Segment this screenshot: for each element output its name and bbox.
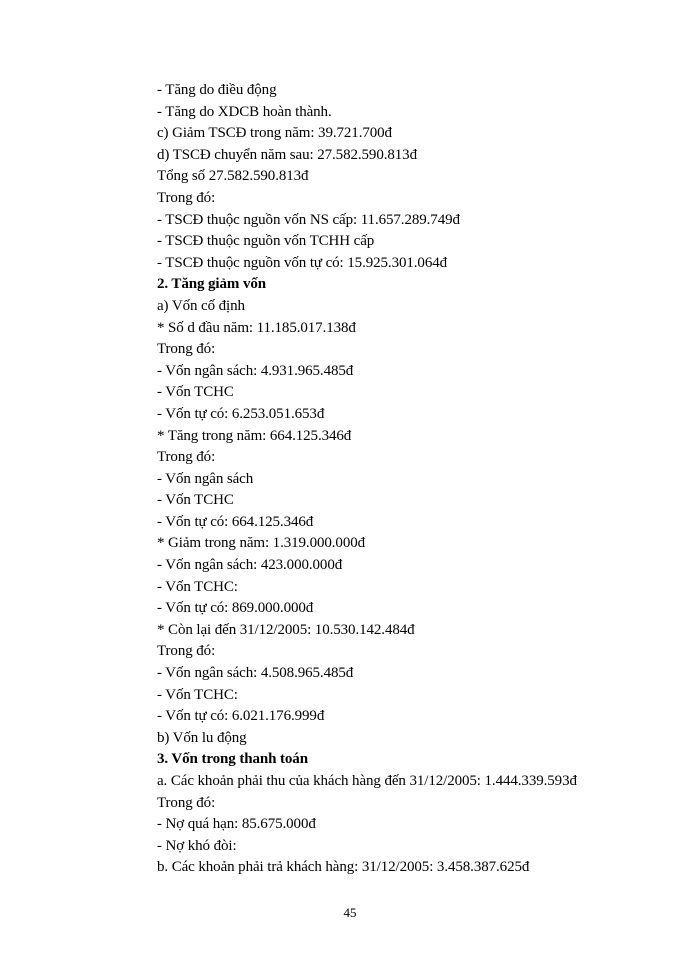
text-line: d) TSCĐ chuyển năm sau: 27.582.590.813đ [157, 146, 417, 163]
text-line: - TSCĐ thuộc nguồn vốn TCHH cấp [157, 233, 375, 250]
text-line: - Vốn ngân sách: 4.931.965.485đ [157, 362, 354, 379]
text-line: a. Các khoản phải thu của khách hàng đến 31/12/2005: 1.444.339.593đ [157, 773, 577, 789]
text-line: - Vốn TCHC [157, 384, 234, 401]
text-line: - Vốn tự có: 869.000.000đ [157, 600, 314, 617]
page-crop-edge [0, 879, 700, 889]
document-body [157, 80, 677, 879]
text-line: - Vốn tự có: 664.125.346đ [157, 513, 314, 530]
text-line: * Giảm trong năm: 1.319.000.000đ [157, 535, 366, 552]
text-line: - Vốn ngân sách [157, 470, 254, 487]
text-line: - Vốn ngân sách: 423.000.000đ [157, 557, 343, 574]
text-line: - Nợ quá hạn: 85.675.000đ [157, 816, 316, 833]
text-line: Trong đó: [157, 449, 216, 466]
text-line: - Vốn tự có: 6.021.176.999đ [157, 708, 325, 725]
text-line: Trong đó: [157, 341, 216, 358]
section-heading: 3. Vốn trong thanh toán [157, 751, 308, 768]
text-line: Trong đó: [157, 189, 216, 206]
text-line: * Số d đầu năm: 11.185.017.138đ [157, 319, 356, 336]
page-number: 45 [343, 905, 357, 920]
text-line: - Vốn tự có: 6.253.051.653đ [157, 405, 325, 422]
text-line: Trong đó: [157, 643, 216, 660]
text-line: b) Vốn lu động [157, 729, 247, 746]
text-line: - TSCĐ thuộc nguồn vốn NS cấp: 11.657.289.749đ [157, 211, 460, 228]
text-line: - TSCĐ thuộc nguồn vốn tự có: 15.925.301.064đ [157, 254, 448, 271]
text-line: * Tăng trong năm: 664.125.346đ [157, 427, 352, 444]
text-line: Tổng số 27.582.590.813đ [157, 168, 309, 185]
text-line: Trong đó: [157, 794, 216, 811]
text-line: a) Vốn cố định [157, 297, 245, 314]
text-line: - Vốn ngân sách: 4.508.965.485đ [157, 665, 354, 682]
text-line: - Vốn TCHC: [157, 686, 238, 703]
text-line: - Vốn TCHC: [157, 578, 238, 595]
text-line: * Còn lại đến 31/12/2005: 10.530.142.484đ [157, 621, 415, 638]
text-line: c) Giảm TSCĐ trong năm: 39.721.700đ [157, 125, 392, 142]
text-line: - Nợ khó đòi: [157, 837, 237, 854]
text-line: b. Các khoản phải trả khách hàng: 31/12/2005: 3.458.387.625đ [157, 859, 530, 876]
text-line: - Tăng do điều động [157, 82, 277, 98]
text-line: - Vốn TCHC [157, 492, 234, 509]
section-heading: 2. Tăng giảm vốn [157, 276, 266, 293]
text-line: - Tăng do XDCB hoàn thành. [157, 103, 332, 120]
